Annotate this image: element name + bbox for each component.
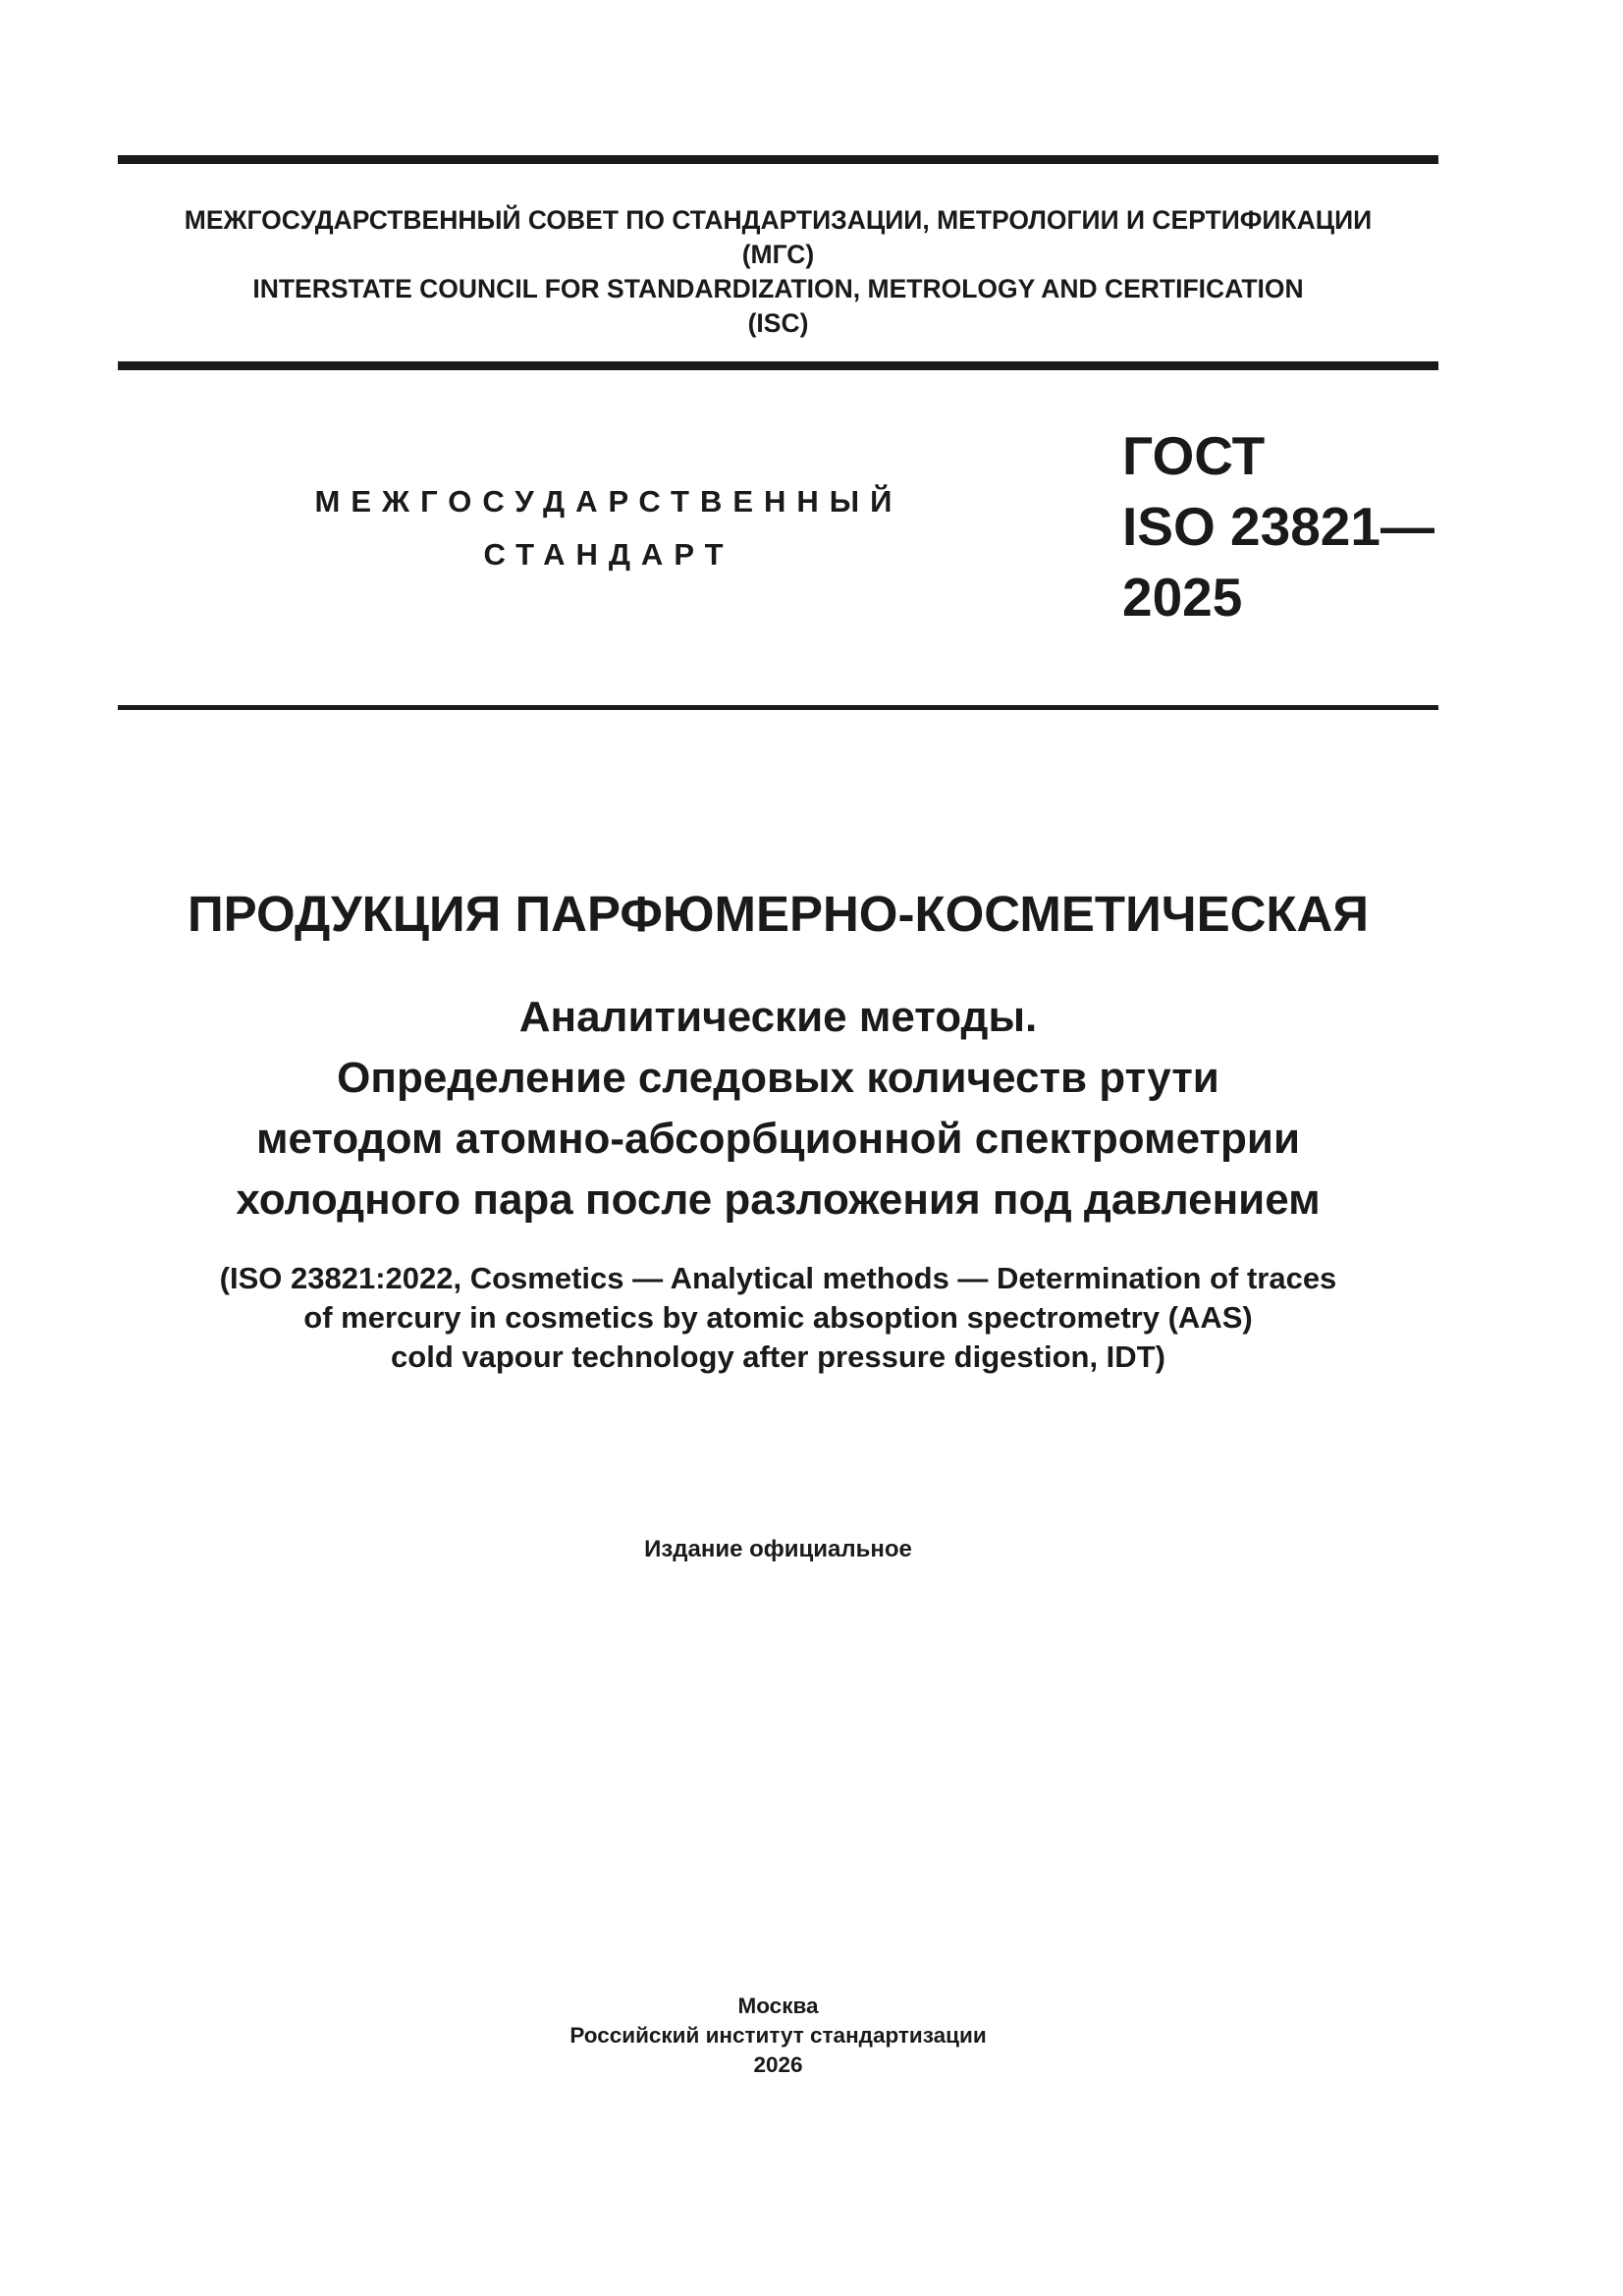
standard-number [1122,420,1434,632]
imprint-publisher: Российский институт стандартизации [569,2023,987,2048]
iso-reference-line: (ISO 23821:2022, Cosmetics — Analytical methods — Determination of traces [219,1261,1337,1295]
iso-reference [118,1259,1438,1377]
header-bottom-rule [118,705,1438,710]
document-subtitle [118,987,1438,1230]
imprint-year: 2026 [753,2052,803,2077]
standard-type-line2: СТАНДАРТ [483,537,734,572]
council-header [118,203,1438,341]
standard-type-line1: МЕЖГОСУДАРСТВЕННЫЙ [314,484,903,519]
standard-number-line2: ISO 23821— [1122,496,1434,557]
document-title: ПРОДУКЦИЯ ПАРФЮМЕРНО-КОСМЕТИЧЕСКАЯ [187,886,1370,942]
subtitle-line: Аналитические методы. [518,993,1038,1041]
council-bottom-rule [118,361,1438,370]
standard-type [295,475,923,581]
imprint-city: Москва [737,1994,819,2018]
edition-label: Издание официальное [644,1536,912,1562]
subtitle-line: холодного пара после разложения под давлением [236,1175,1321,1224]
iso-reference-line: cold vapour technology after pressure digestion, IDT) [391,1339,1165,1374]
subtitle-line: методом атомно-абсорбционной спектрометрии [255,1115,1301,1163]
imprint [118,1992,1438,2080]
iso-reference-line: of mercury in cosmetics by atomic absoption spectrometry (AAS) [303,1300,1253,1335]
top-rule [118,155,1438,164]
council-name-ru: МЕЖГОСУДАРСТВЕННЫЙ СОВЕТ ПО СТАНДАРТИЗАЦИИ, МЕТРОЛОГИИ И СЕРТИФИКАЦИИ [184,205,1373,235]
standard-number-line3: 2025 [1122,567,1243,628]
council-abbr-en: (ISC) [747,308,809,338]
council-name-en: INTERSTATE COUNCIL FOR STANDARDIZATION, METROLOGY AND CERTIFICATION [252,274,1304,303]
council-abbr-ru: (МГС) [741,240,815,269]
subtitle-line: Определение следовых количеств ртути [337,1054,1219,1102]
standard-number-line1: ГОСТ [1122,425,1266,486]
